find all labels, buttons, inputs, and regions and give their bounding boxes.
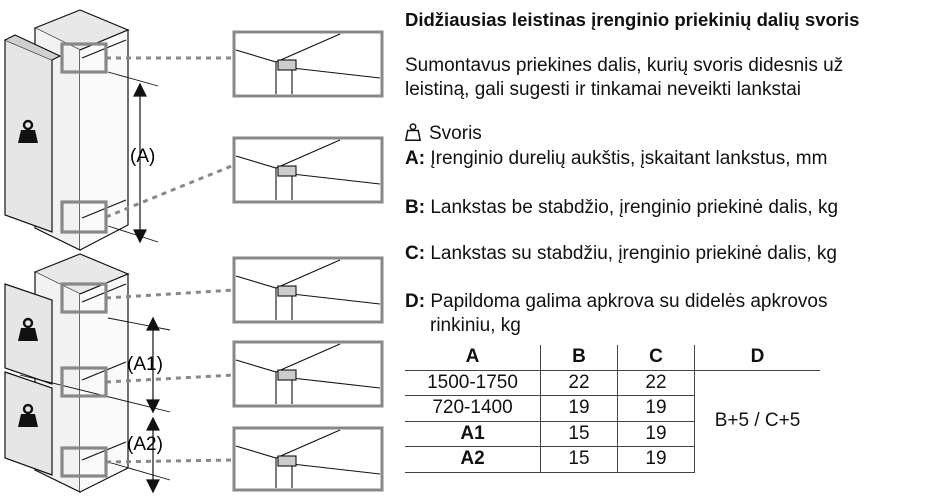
cell-b: 15 [541, 447, 618, 473]
weight-icon [405, 123, 421, 141]
legend-weight [405, 122, 482, 146]
cell-c: 19 [618, 421, 695, 447]
legend-b-text: Lankstas be stabdžio, įrenginio priekinė dalis, kg [430, 197, 839, 218]
cell-b: 15 [541, 421, 618, 447]
header-c: C [618, 345, 695, 370]
header-a: A [405, 345, 541, 370]
header-b: B [541, 345, 618, 370]
table-header [405, 345, 820, 370]
intro-line-2: leistiną, gali sugesti ir tinkamai neveikti lankstai [405, 79, 802, 100]
legend-c-key: C: [405, 243, 426, 264]
legend-a-key: A: [405, 148, 426, 169]
legend-a [405, 147, 827, 171]
installation-diagram [0, 0, 400, 496]
cell-c: 19 [618, 447, 695, 473]
cell-b: 19 [541, 396, 618, 422]
cell-d: B+5 / C+5 [695, 370, 821, 472]
cell-c: 22 [618, 370, 695, 396]
legend-b [405, 196, 838, 220]
legend-c-text: Lankstas su stabdžiu, įrenginio priekinė dalis, kg [430, 243, 837, 264]
intro-line-1: Sumontavus priekines dalis, kurių svoris didesnis už [405, 55, 844, 76]
cell-a: A2 [405, 447, 541, 473]
dimension-label-a1: (A1) [127, 354, 163, 375]
cell-b: 22 [541, 370, 618, 396]
dimension-label-a: (A) [130, 146, 156, 167]
dimension-label-a2: (A2) [127, 434, 163, 455]
section-title: Didžiausias leistinas įrenginio priekinių dalių svoris [405, 9, 860, 30]
intro-paragraph [405, 54, 843, 102]
weight-table [405, 345, 820, 473]
cell-a: A1 [405, 421, 541, 447]
legend-c [405, 242, 837, 266]
cell-a: 720-1400 [405, 396, 541, 422]
table-row [405, 370, 820, 396]
legend-a-text: Įrenginio durelių aukštis, įskaitant lankstus, mm [430, 148, 828, 169]
header-d: D [695, 345, 821, 370]
legend-weight-label: Svoris [429, 123, 482, 144]
legend-d-cont [430, 314, 521, 338]
cell-a: 1500-1750 [405, 370, 541, 396]
cell-c: 19 [618, 396, 695, 422]
legend-d-key: D: [405, 291, 426, 312]
legend-d [405, 290, 827, 314]
legend-b-key: B: [405, 197, 426, 218]
legend-d-text-1: Papildoma galima apkrova su didelės apkrovos [430, 291, 828, 312]
legend-d-text-2: rinkiniu, kg [430, 315, 521, 336]
